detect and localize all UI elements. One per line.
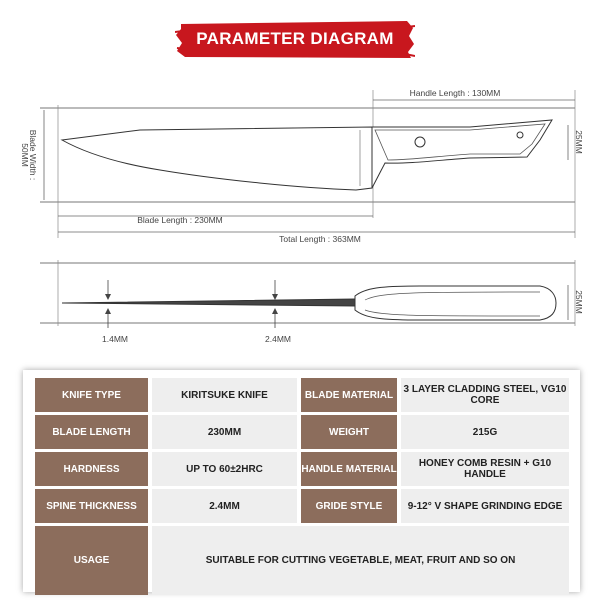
blade-length-label: Blade Length : 230MM	[137, 215, 223, 225]
total-length-label: Total Length : 363MM	[279, 234, 361, 244]
title-banner	[175, 18, 415, 60]
spec-value: HONEY COMB RESIN + G10 HANDLE	[401, 452, 569, 486]
knife-diagram	[0, 70, 600, 370]
spec-label: HANDLE MATERIAL	[301, 452, 397, 486]
spec-label: KNIFE TYPE	[35, 378, 148, 412]
spec-label: HARDNESS	[35, 452, 148, 486]
page-title: PARAMETER DIAGRAM	[196, 29, 394, 48]
spec-table	[23, 370, 580, 592]
blade-width-label: Blade Width :	[28, 129, 38, 181]
spec-value: 215G	[401, 415, 569, 449]
parameter-diagram	[0, 70, 600, 370]
spec-value: UP TO 60±2HRC	[152, 452, 297, 486]
spec-label: WEIGHT	[301, 415, 397, 449]
tip-thickness-label: 1.4MM	[102, 334, 128, 344]
handle-length-label: Handle Length : 130MM	[409, 88, 501, 98]
usage-label: USAGE	[35, 526, 148, 595]
spec-value: 3 LAYER CLADDING STEEL, VG10 CORE	[401, 378, 569, 412]
knife-top-view	[62, 286, 556, 320]
handle-height-label: 25MM	[574, 130, 584, 154]
knife-side-view	[62, 120, 552, 190]
spec-value: 2.4MM	[152, 489, 297, 523]
spine-thickness-label: 2.4MM	[265, 334, 291, 344]
blade-width-value: 50MM	[20, 143, 30, 167]
handle-thickness-label: 25MM	[574, 290, 584, 314]
spec-label: SPINE THICKNESS	[35, 489, 148, 523]
spec-value: 9-12° V SHAPE GRINDING EDGE	[401, 489, 569, 523]
spec-value: 230MM	[152, 415, 297, 449]
spec-label: BLADE MATERIAL	[301, 378, 397, 412]
spec-value: KIRITSUKE KNIFE	[152, 378, 297, 412]
spec-label: GRIDE STYLE	[301, 489, 397, 523]
usage-value: SUITABLE FOR CUTTING VEGETABLE, MEAT, FRUIT AND SO ON	[152, 526, 569, 595]
spec-label: BLADE LENGTH	[35, 415, 148, 449]
